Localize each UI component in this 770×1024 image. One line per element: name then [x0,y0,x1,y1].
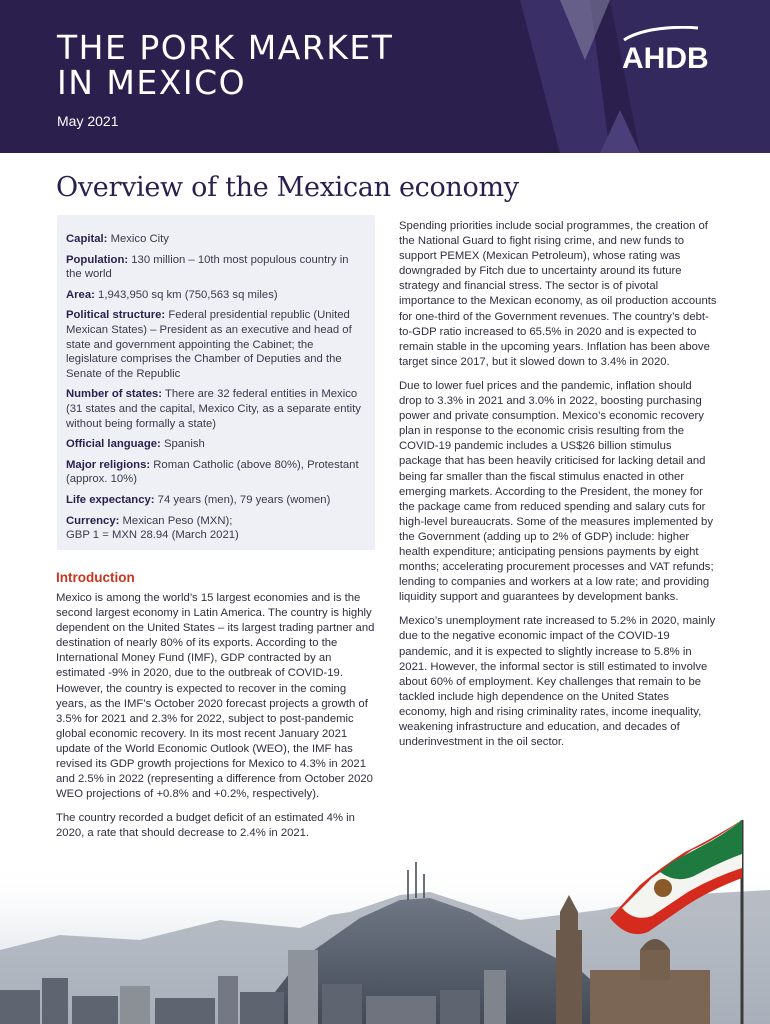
paragraph: The country recorded a budget deficit of an estimated 4% in 2020, a rate that should decrease to 2.4% in 2021. [56,812,355,840]
fact-major-religions [66,458,366,487]
fact-value: There are 32 federal entities in Mexico (31 states and the capital, Mexico City, as a separate entity without being formally a state) [66,388,361,430]
right-column-text [399,219,717,759]
fact-list [66,232,366,549]
paragraph: Spending priorities include social programmes, the creation of the National Guard to fight rising crime, and new funds to support PEMEX (Mexican Petroleum), whose rating was downgraded by Fitch due to uncertainty around its future strategy and financial stress. The sector is of pivotal importance to the Mexican economy, as oil production accounts for one-third of the Government revenues. The country’s debt-to-GDP ratio increased to 65.5% in 2020 and is expected to remain stable in the upcoming years. Inflation has been above target since 2017, but it slowed down to 3.4% in 2020. [399,220,717,368]
fact-life-expectancy [66,493,366,508]
fact-value: 74 years (men), 79 years (women) [157,493,331,506]
fact-currency [66,514,366,543]
fact-label: Political structure: [66,309,166,322]
fact-value: Federal presidential republic (United Mexican States) – President as an executive and head of state and government appointing the Cabinet; the legislature comprises the Chamber of Deputies and the Senate of the Republic [66,309,352,380]
fact-label: Life expectancy: [66,493,155,506]
fact-number-of-states [66,387,366,431]
fact-value: 1,943,950 sq km (750,563 sq miles) [98,288,278,301]
paragraph: Mexico is among the world’s 15 largest economies and is the second largest economy in Latin America. The country is highly dependent on the United States – its largest trading partner and destination of nearly 80% of its exports. According to the International Money Fund (IMF), GDP contracted by an estimated -9% in 2020, due to the outbreak of COVID-19. However, the country is expected to recover in the coming years, as the IMF’s October 2020 forecast projects a growth of 3.5% for 2021 and 2.3% for 2022, subject to post-pandemic global economic recovery. In its most recent January 2021 update of the World Economic Outlook (WEO), the IMF has revised its GDP growth projections for Mexico to 4.3% in 2021 and 2.5% in 2022 (representing a difference from October 2020 WEO projections of +0.8% and +0.2%, respectively). [56,592,375,801]
logo-text: AHDB [622,42,709,72]
fact-value: Roman Catholic (above 80%), Protestant (approx. 10%) [66,458,359,486]
fact-label: Major religions: [66,458,151,471]
introduction-heading: Introduction [56,570,135,585]
fact-political-structure [66,308,366,381]
fact-label: Population: [66,253,129,266]
fact-value: Mexico City [110,233,169,245]
paragraph: Mexico’s unemployment rate increased to 5.2% in 2020, mainly due to the negative economic impact of the COVID-19 pandemic, and it is expected to slightly increase to 5.8% in 2021. However, the informal sector is still estimated to involve about 60% of employment. Key challenges that remain to be tackled include high dependence on the United States economy, high and rising criminality rates, income inequality, weakening infrastructure and education, and decades of underinvestment in the oil sector. [399,615,716,749]
fact-label: Capital: [66,233,108,245]
fact-area [66,288,366,303]
fact-capital [66,232,366,247]
fact-value: Mexican Peso (MXN); [122,514,233,527]
ahdb-logo [620,26,742,72]
fact-label: Number of states: [66,388,163,401]
fact-official-language [66,437,366,452]
fact-population [66,253,366,282]
report-title [57,30,393,100]
header-banner [0,0,770,153]
mexico-city-skyline-image [0,800,770,1024]
fact-label: Area: [66,288,95,301]
fact-label: Currency: [66,514,120,527]
fact-value-exchange-rate: GBP 1 = MXN 28.94 (March 2021) [66,529,239,542]
paragraph: Due to lower fuel prices and the pandemic, inflation should drop to 3.3% in 2021 and 3.0% in 2022, boosting purchasing power and private consumption. Mexico’s economic recovery plan in response to the economic crisis resulting from the COVID-19 pandemic includes a US$26 billion stimulus package that has been heavily criticised for lacking detail and being far smaller than the fiscal stimulus enacted in other emerging markets. According to the President, the money for the package came from reduced spending and salary cuts for high-level bureaucrats. Some of the measures implemented by the Government (adding up to 2% of GDP) include: higher health expenditure; anticipating pensions payments by eight months; accelerating procurement processes and VAT refunds; lending to companies and workers at a low rate; and providing liquidity support and guarantees by development banks. [399,379,714,604]
fact-value: Spanish [163,438,205,451]
fact-value: 130 million – 10th most populous country in the world [66,253,349,281]
fact-label: Official language: [66,438,161,451]
section-heading: Overview of the Mexican economy [56,172,519,203]
title-line-1: THE PORK MARKET [57,28,394,67]
report-date: May 2021 [57,113,119,129]
title-line-2: IN MEXICO [57,63,247,102]
